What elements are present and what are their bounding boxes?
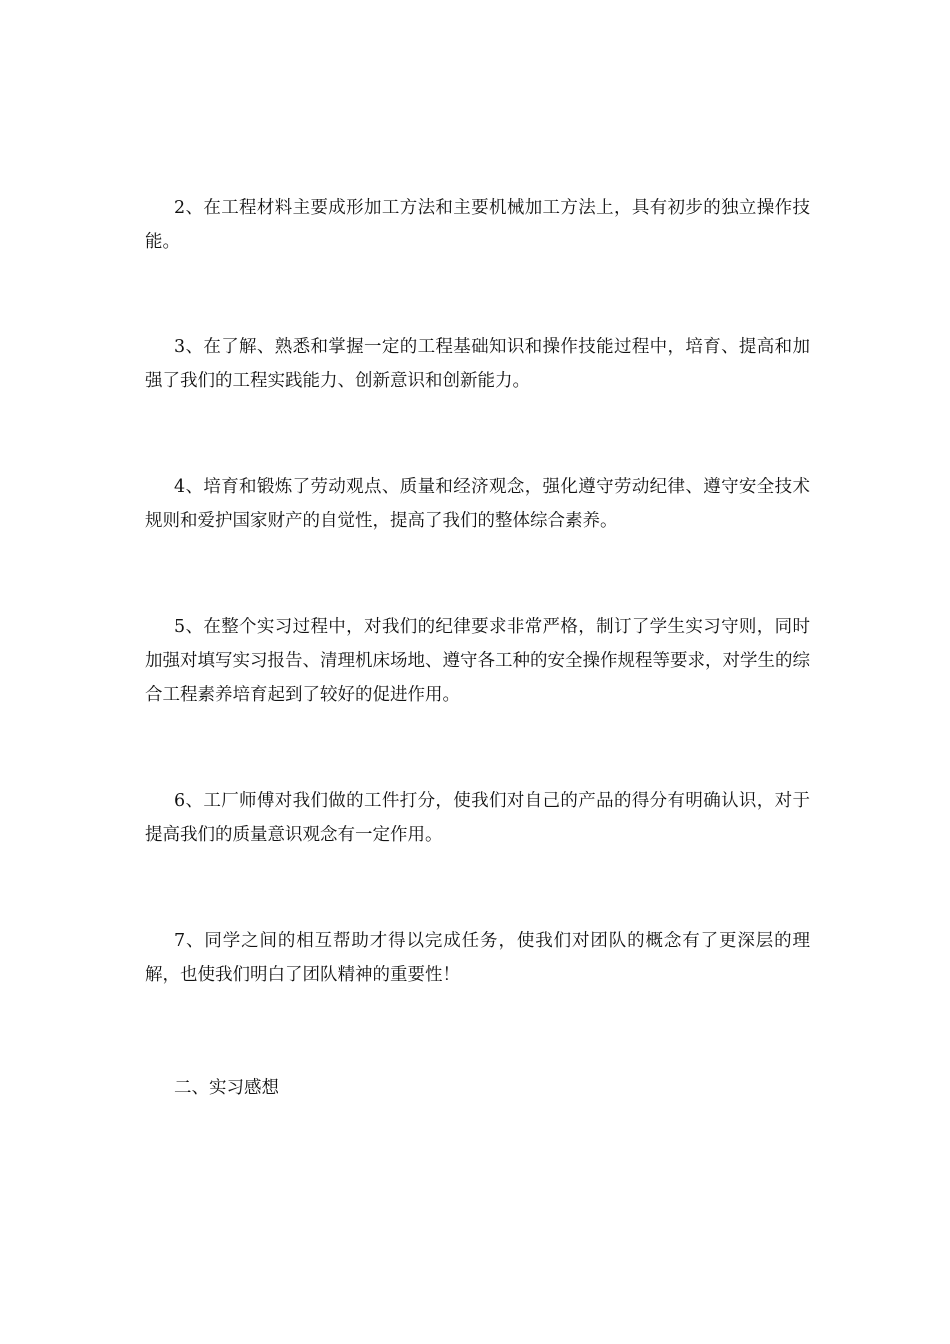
section-heading: 二、实习感想 xyxy=(174,1078,279,1098)
paragraph-item-5: 5、在整个实习过程中，对我们的纪律要求非常严格，制订了学生实习守则，同时加强对填写实习报告、清理机床场地、遵守各工种的安全操作规程等要求，对学生的综合工程素养培育起到了较好的促进作用。 xyxy=(145,617,810,705)
paragraph-item-7: 7、同学之间的相互帮助才得以完成任务，使我们对团队的概念有了更深层的理解，也使我们明白了团队精神的重要性！ xyxy=(145,931,810,985)
paragraph-item-2: 2、在工程材料主要成形加工方法和主要机械加工方法上，具有初步的独立操作技能。 xyxy=(145,198,810,252)
paragraph-item-3: 3、在了解、熟悉和掌握一定的工程基础知识和操作技能过程中，培育、提高和加强了我们的工程实践能力、创新意识和创新能力。 xyxy=(145,337,810,391)
paragraph-item-4: 4、培育和锻炼了劳动观点、质量和经济观念，强化遵守劳动纪律、遵守安全技术规则和爱护国家财产的自觉性，提高了我们的整体综合素养。 xyxy=(145,477,810,531)
paragraph-item-6: 6、工厂师傅对我们做的工件打分，使我们对自己的产品的得分有明确认识，对于提高我们的质量意识观念有一定作用。 xyxy=(145,791,810,845)
